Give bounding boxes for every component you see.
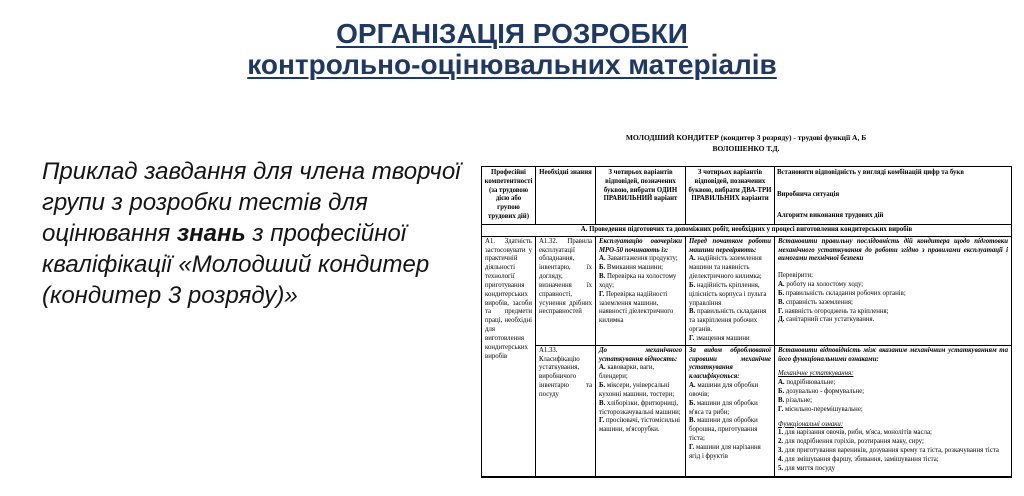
multi-choice-cell (686, 345, 775, 477)
option-text: місильно-перемішувальне; (784, 405, 863, 413)
question-lead: Перед початком роботи машини перевіряють: (689, 237, 771, 254)
option-text: надійність кріплення, цілісність корпуса і пульта управління (689, 281, 767, 307)
intro-segment: знань (176, 220, 246, 247)
knowledge-cell: А1.33. Класифікацію устаткування, виробничого інвентарю та посуду (536, 345, 596, 477)
option-marker: В. (599, 399, 607, 407)
intro-paragraph (42, 156, 466, 311)
competency-cell: А1. Здатність застосовувати у практичній діяльності технології приготування кондитерських виробів, засоби та предмети праці, необхідні для виготовлення кондитерських виробів (482, 236, 536, 477)
option-line (689, 382, 771, 400)
option-marker: Г. (689, 334, 696, 342)
option-marker: А. (599, 364, 608, 372)
option-marker: Б. (689, 281, 697, 289)
option-text: для нарізання овочів, риби, м'яса, монолітів масла; (784, 429, 932, 437)
caption-line-1: МОЛОДШИЙ КОНДИТЕР (кондитер 3 розряду) - трудові функції А, Б (625, 133, 867, 142)
option-line (599, 382, 682, 400)
question-lead: За видом оброблюваної сировини механічне устаткування класифікується: (689, 346, 771, 381)
option-marker: В. (689, 417, 697, 425)
option-line (689, 400, 771, 418)
option-text: надійність заземлення машини та наявність діелектричного килимка; (689, 255, 762, 281)
header-paragraph: Встановити відповідність у вигляді комбінацій цифр та букв (777, 169, 964, 176)
option-text: машини для обробки борошна, приготування тіста; (689, 417, 758, 443)
option-line (778, 429, 1008, 438)
table-row (482, 236, 1012, 345)
option-marker: В. (689, 308, 697, 316)
question-lead: До механічного устаткування відносять: (599, 346, 682, 363)
option-text: подрібнювальне; (786, 379, 836, 387)
option-line (599, 273, 682, 291)
option-line (778, 438, 1008, 447)
option-text: Завантаження продукту; (607, 255, 678, 263)
option-line (689, 255, 771, 281)
option-text: Вмикання машини; (606, 264, 664, 272)
option-marker: А. (599, 255, 608, 263)
option-marker: Б. (778, 388, 786, 396)
option-line (689, 444, 771, 462)
option-text: роботу на холостому ходу; (786, 281, 864, 289)
option-text: для змішування фаршу, збивання, замішування тіста; (784, 455, 939, 463)
question-lead: Експлуатацію овочерізки МРО-50 починають із: (599, 237, 682, 254)
column-header-5-lines (777, 169, 1009, 221)
option-text: для приготування вареників, дозування крему та тіста, розкачування тіста (784, 447, 999, 455)
option-line (689, 308, 771, 334)
option-marker: В. (778, 396, 786, 404)
slide-title (0, 18, 1024, 80)
single-choice-cell (596, 236, 686, 345)
option-marker: Г. (778, 307, 785, 315)
option-text: правильність складання та закріплення робочих органів. (689, 308, 767, 334)
question-lead: Встановити відповідність між вказаним механічним устаткуванням та його функціональними ознаками: (778, 346, 1008, 363)
option-line (778, 299, 1008, 308)
option-text: Перевірка на холостому ходу; (599, 273, 677, 289)
option-text: машини для нарізання ягід і фруктів (689, 443, 761, 460)
option-marker: В. (778, 298, 786, 306)
title-line-2: контрольно-оцінювальних матеріалів (247, 49, 777, 80)
knowledge-cell: А1.32. Правила експлуатації обладнання, інвентарю, їх догляду, визначення їх справності, усунення дрібних несправностей (536, 236, 596, 345)
intro-segment: Приклад завдання для члена творчої групи з розробки тестів для оцінювання (42, 158, 461, 247)
option-marker: Г. (599, 417, 606, 425)
option-text: кавоварки, ваги, блендери; (599, 364, 655, 381)
option-line (599, 417, 682, 435)
option-line (778, 290, 1008, 299)
option-line (778, 406, 1008, 415)
option-marker: А. (778, 379, 787, 387)
option-text: змащення машини (695, 334, 750, 342)
option-marker: Г. (599, 290, 606, 298)
group-heading: Функціональні ознаки: (778, 420, 844, 428)
multi-choice-cell (686, 236, 775, 345)
option-text: справність заземлення; (785, 298, 853, 306)
option-line (599, 400, 682, 418)
option-marker: А. (689, 255, 698, 263)
option-line (689, 282, 771, 308)
option-marker: Д. (778, 316, 787, 324)
option-text: різальне; (785, 396, 813, 404)
option-line (778, 379, 1008, 388)
option-marker: Г. (778, 405, 785, 413)
option-line (778, 447, 1008, 456)
option-line (778, 281, 1008, 290)
document-caption (481, 132, 1011, 154)
option-marker: Б. (778, 289, 786, 297)
option-marker: Г. (689, 443, 696, 451)
section-row (482, 224, 1012, 236)
section-title: А. Проведення підготовчих та допоміжних робіт, необхідних у процесі виготовлення кондитерських виробів (482, 224, 1012, 236)
option-marker: 4. (778, 455, 785, 463)
option-line (778, 465, 1008, 474)
option-text: санітарний стан устаткування. (786, 316, 875, 324)
option-marker: Б. (689, 399, 697, 407)
option-marker: 2. (778, 438, 785, 446)
option-text: дозувально - формувальне; (785, 388, 865, 396)
document-image (481, 132, 1011, 478)
column-header-1: Професійні компетентності (за трудовою дією або групою трудових дій) (482, 167, 536, 225)
option-marker: 3. (778, 447, 785, 455)
option-line (778, 397, 1008, 406)
header-paragraph: Алгоритм виконання трудових дій (777, 212, 884, 220)
header-paragraph: Виробнича ситуація (777, 190, 840, 198)
option-marker: А. (689, 382, 698, 390)
option-line (599, 291, 682, 326)
column-header-4: З чотирьох варіантів відповідей, позначених буквою, вибрати ДВА-ТРИ ПРАВИЛЬНИХ варіанти (686, 167, 775, 225)
intro-segment: з професійної кваліфікації «Молодший кондитер (кондитер 3 розряду)» (42, 220, 430, 309)
caption-line-2: ВОЛОШЕНКО Т.Д. (712, 144, 780, 153)
option-line (689, 335, 771, 344)
group-heading: Механічне устаткування: (778, 370, 854, 378)
question-subheading: Перевірити: (778, 272, 813, 280)
option-marker: А. (778, 281, 787, 289)
option-marker: Б. (599, 264, 607, 272)
table-header-row (482, 167, 1012, 225)
single-choice-cell (596, 345, 686, 477)
option-line (599, 264, 682, 273)
matching-cell (775, 345, 1012, 477)
option-line (778, 316, 1008, 325)
option-text: для подрібнення горіхів, розтирання маку, сиру; (784, 438, 924, 446)
matching-cell (775, 236, 1012, 345)
option-line (778, 456, 1008, 465)
option-text: для миття посуду (784, 464, 836, 472)
option-text: хліборізки, фритюрниці, тісторозкачувальні машини; (599, 399, 681, 416)
question-lead: Встановити правильну послідовність дій кондитера щодо підготовки механічного устаткування до роботи згідно з правилами експлуатації і вимогами технічної безпеки (778, 237, 1008, 263)
option-text: просіювачі, тістомісильні машини, м'ясорубки. (599, 417, 681, 434)
option-text: машини для обробки м'яса та риби; (689, 399, 758, 416)
option-text: міксери, універсальні кухонні машини, тостери; (599, 382, 675, 398)
option-marker: 1. (778, 429, 785, 437)
title-line-1: ОРГАНІЗАЦІЯ РОЗРОБКИ (336, 18, 688, 49)
assessment-table (481, 166, 1012, 478)
option-line (689, 417, 771, 443)
column-header-2: Необхідні знання (536, 167, 596, 225)
column-header-3: З чотирьох варіантів відповідей, позначених буквою, вибрати ОДИН ПРАВИЛЬНИЙ варіант (596, 167, 686, 225)
table-row (482, 345, 1012, 477)
option-text: наявність огороджень та кріплення; (784, 307, 889, 315)
column-header-5 (775, 167, 1012, 225)
option-line (599, 364, 682, 382)
option-text: правильність складання робочих органів; (785, 289, 906, 297)
option-line (599, 255, 682, 264)
option-line (778, 388, 1008, 397)
option-text: машини для обробки овочів; (689, 382, 759, 398)
option-line (778, 308, 1008, 317)
option-marker: 5. (778, 464, 785, 472)
option-text: Перевірка надійності заземлення машини, наявності діелектричного килимка (599, 290, 674, 325)
option-marker: Б. (599, 382, 607, 390)
option-marker: В. (599, 273, 607, 281)
